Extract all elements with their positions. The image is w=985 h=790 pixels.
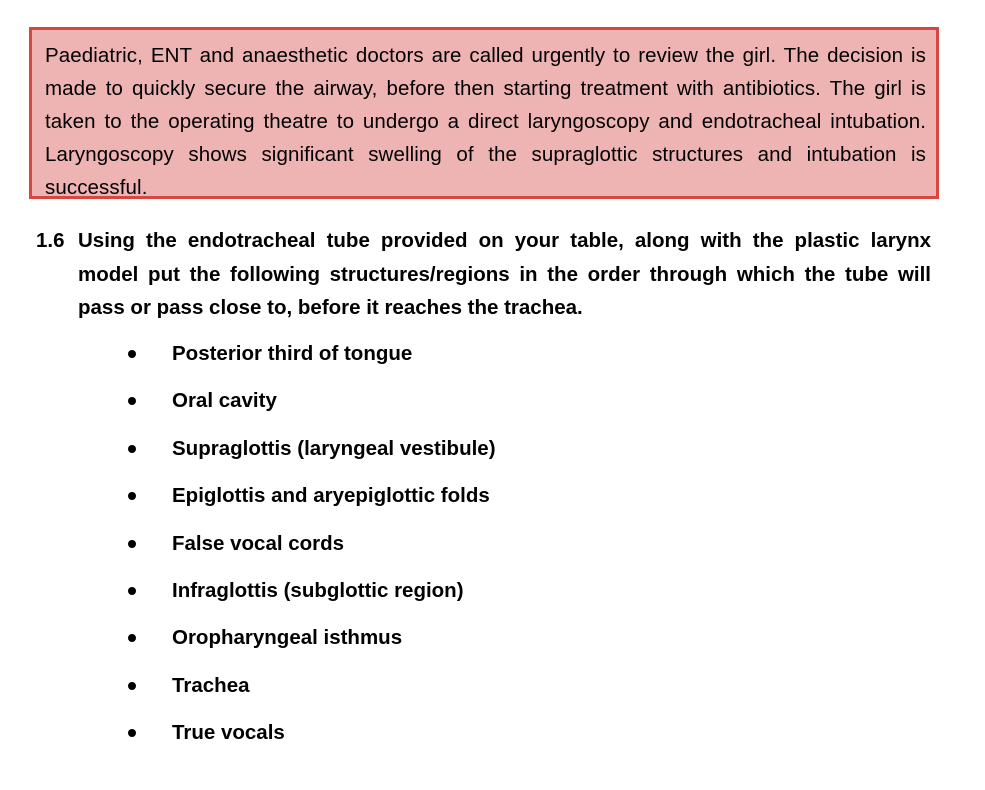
bullet-icon	[128, 634, 136, 642]
list-item-label: Supraglottis (laryngeal vestibule)	[172, 436, 496, 460]
bullet-icon	[128, 350, 136, 358]
bullet-icon	[128, 540, 136, 548]
list-item-label: Oropharyngeal isthmus	[172, 626, 403, 650]
bullet-icon	[128, 492, 136, 500]
list-item-label: Infraglottis (subglottic region)	[172, 578, 464, 602]
bullet-icon	[128, 587, 136, 595]
bullet-icon	[128, 729, 136, 737]
list-item-label: Posterior third of tongue	[172, 342, 413, 365]
bullet-icon	[128, 445, 136, 453]
question-number: 1.6	[36, 229, 65, 252]
case-scenario-text: Paediatric, ENT and anaesthetic doctors are called urgently to review the girl. The decision is made to quickly secure the airway, before then starting treatment with antibiotics. The girl is taken to the operating theatre to undergo a direct laryngoscopy and endotracheal intubation. Laryngoscopy shows significant swelling of the supraglottic structures and intubation is successful.	[45, 44, 926, 199]
list-item-label: Trachea	[172, 673, 250, 697]
list-item-label: Epiglottis and aryepiglottic folds	[172, 484, 490, 508]
question-block	[36, 224, 931, 325]
list-item-label: Oral cavity	[172, 389, 277, 413]
bullet-icon	[128, 397, 136, 405]
case-scenario-box	[29, 27, 939, 199]
bullet-icon	[128, 682, 136, 690]
question-text: Using the endotracheal tube provided on your table, along with the plastic larynx model put the following structures/regions in the order through which the tube will pass or pass close to, before it reaches the trachea.	[78, 229, 931, 319]
list-item-label: False vocal cords	[172, 531, 345, 555]
list-item-label: True vocals	[172, 721, 285, 745]
